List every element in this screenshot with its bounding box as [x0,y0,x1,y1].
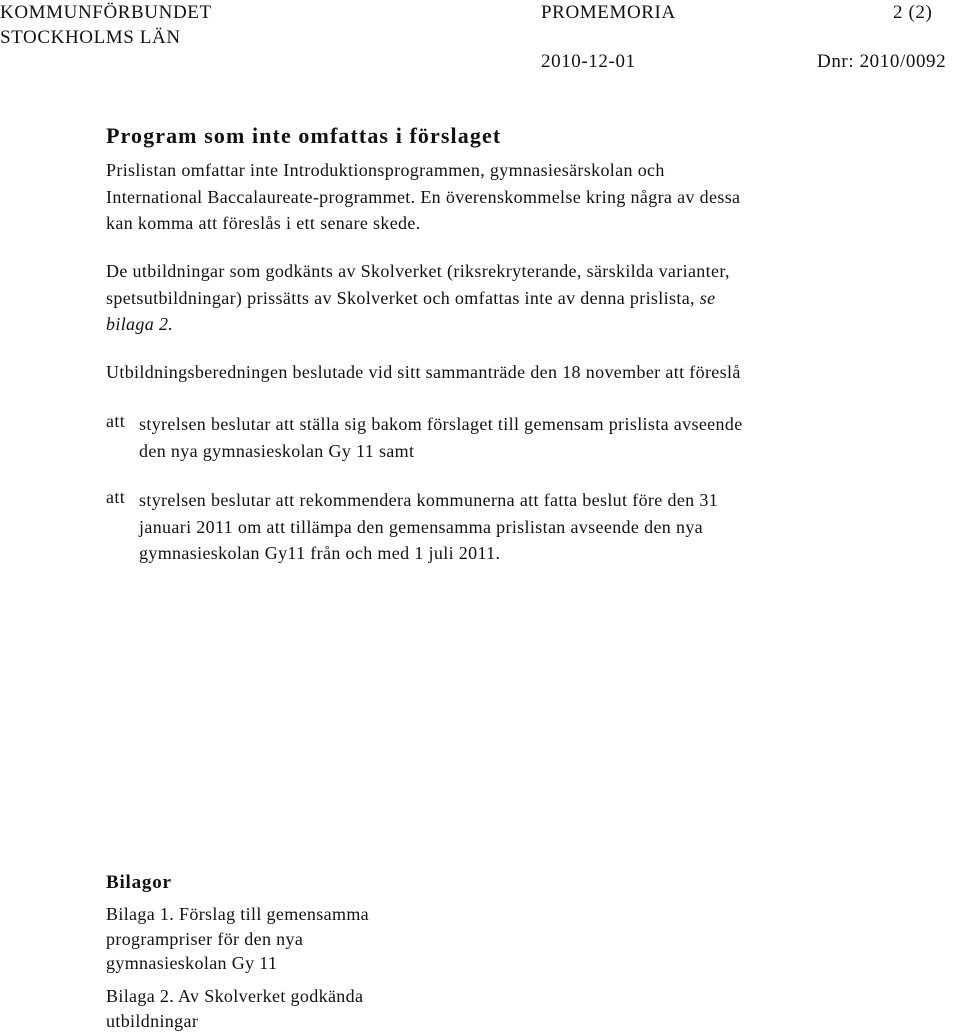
appendix-line: Bilaga 2. Av Skolverket godkända [106,984,363,1009]
paragraph-2 [106,258,730,338]
proposal-line: gymnasieskolan Gy11 från och med 1 juli 2011. [139,540,718,567]
proposal-line: styrelsen beslutar att rekommendera kommunerna att fatta beslut före den 31 [139,487,718,514]
att-label: att [106,487,125,508]
proposal-2 [139,487,718,567]
proposal-line: styrelsen beslutar att ställa sig bakom förslaget till gemensam prislista avseende [139,411,743,438]
page-number: 2 (2) [893,2,932,24]
paragraph-3: Utbildningsberedningen beslutade vid sitt sammanträde den 18 november att föreslå [106,359,741,386]
org-name-line2: STOCKHOLMS LÄN [0,27,181,49]
appendices-title: Bilagor [106,872,172,894]
paragraph-line: bilaga 2. [106,311,730,338]
paragraph-1 [106,157,740,237]
document-date: 2010-12-01 [541,51,636,73]
appendix-line: gymnasieskolan Gy 11 [106,951,369,976]
proposal-line: januari 2011 om att tillämpa den gemensamma prislistan avseende den nya [139,514,718,541]
section-title: Program som inte omfattas i förslaget [106,123,501,149]
appendix-line: utbildningar [106,1009,363,1033]
att-label: att [106,411,125,432]
paragraph-line: spetsutbildningar) prissätts av Skolverket och omfattas inte av denna prislista, se [106,285,730,312]
org-name-line1: KOMMUNFÖRBUNDET [0,2,212,24]
paragraph-line: kan komma att föreslås i ett senare skede. [106,210,740,237]
document-type: PROMEMORIA [541,2,676,24]
paragraph-line: International Baccalaureate-programmet. En överenskommelse kring några av dessa [106,184,740,211]
paragraph-line: De utbildningar som godkänts av Skolverket (riksrekryterande, särskilda varianter, [106,258,730,285]
appendix-2 [106,984,363,1033]
paragraph-line: Prislistan omfattar inte Introduktionsprogrammen, gymnasiesärskolan och [106,157,740,184]
proposal-1 [139,411,743,464]
registration-number: Dnr: 2010/0092 [817,51,946,73]
appendix-1 [106,902,369,976]
appendix-line: Bilaga 1. Förslag till gemensamma [106,902,369,927]
appendix-line: programpriser för den nya [106,927,369,952]
proposal-line: den nya gymnasieskolan Gy 11 samt [139,438,743,465]
see-reference: se [700,288,716,308]
